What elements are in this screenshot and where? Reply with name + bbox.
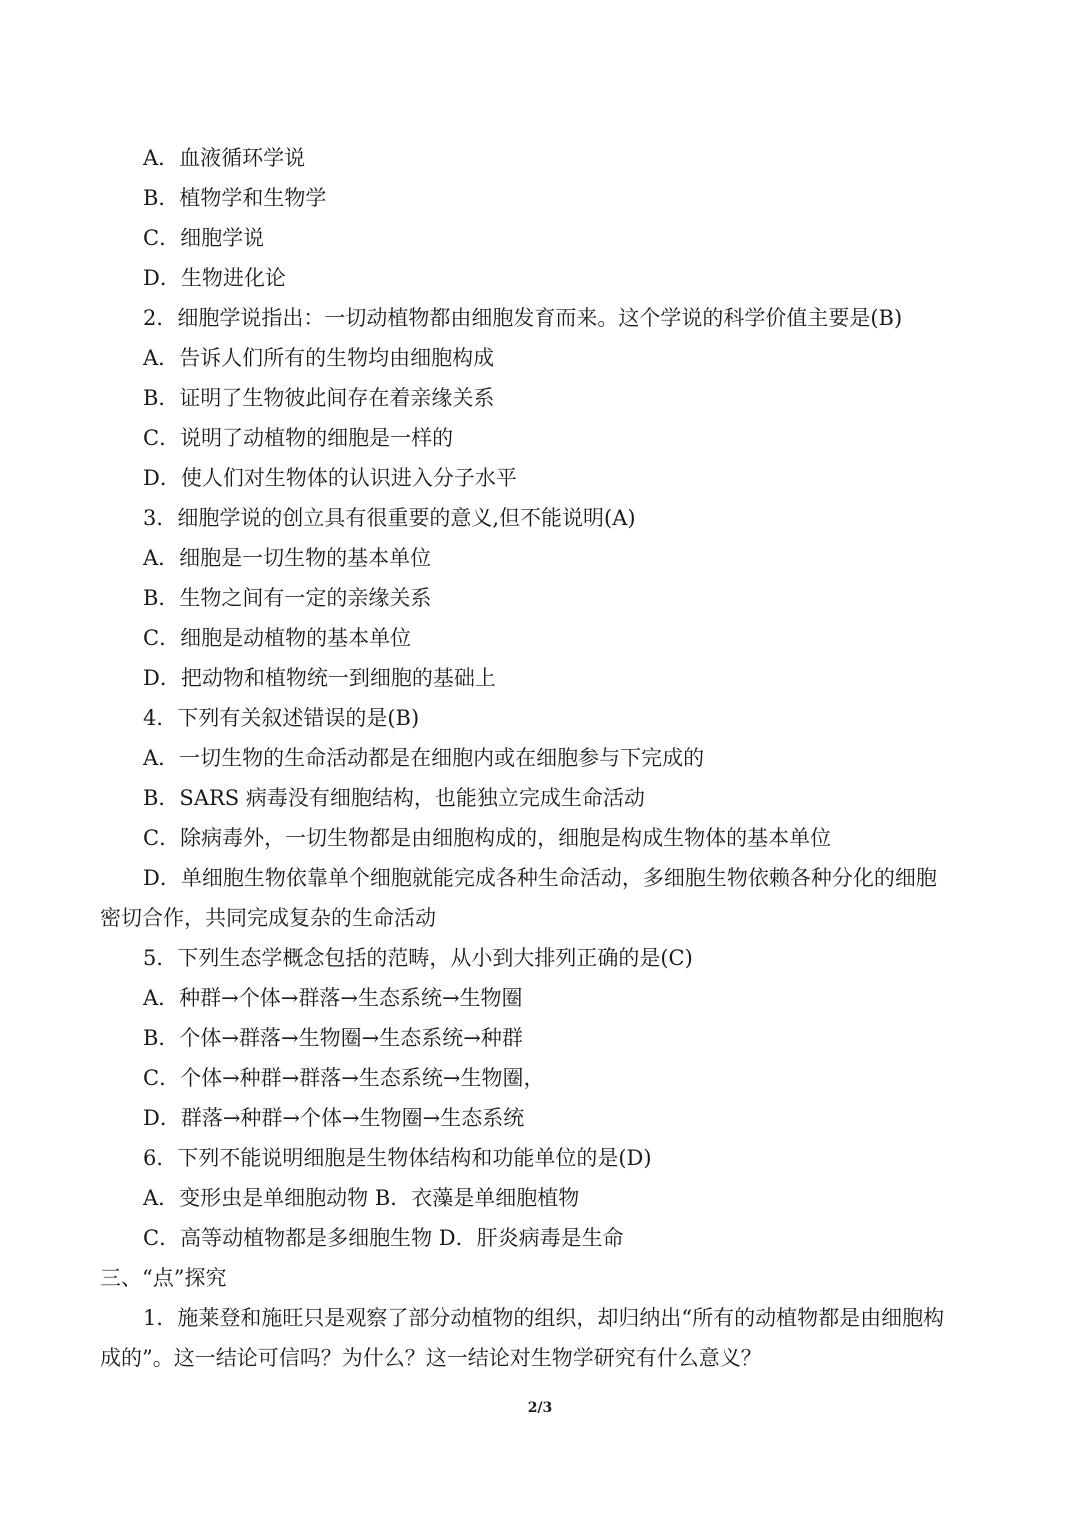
option-line-continuation: 密切合作，共同完成复杂的生命活动 (100, 906, 436, 930)
option-line: B．植物学和生物学 (143, 186, 327, 210)
question-line: 3．细胞学说的创立具有很重要的意义,但不能说明(A) (143, 506, 636, 530)
question-line: 5．下列生态学概念包括的范畴，从小到大排列正确的是(C) (143, 946, 693, 970)
option-line: D．把动物和植物统一到细胞的基础上 (143, 666, 496, 690)
option-line: A．血液循环学说 (143, 146, 306, 170)
option-line: C．高等动植物都是多细胞生物 D．肝炎病毒是生命 (143, 1226, 624, 1250)
option-line: D．单细胞生物依靠单个细胞就能完成各种生命活动，多细胞生物依赖各种分化的细胞 (143, 866, 937, 890)
question-line: 6．下列不能说明细胞是生物体结构和功能单位的是(D) (143, 1146, 652, 1170)
option-line: B．个体→群落→生物圈→生态系统→种群 (143, 1026, 523, 1050)
option-line: D．群落→种群→个体→生物圈→生态系统 (143, 1106, 525, 1130)
option-line: D．使人们对生物体的认识进入分子水平 (143, 466, 517, 490)
option-line: A．一切生物的生命活动都是在细胞内或在细胞参与下完成的 (143, 746, 705, 770)
question-line: 1．施莱登和施旺只是观察了部分动植物的组织，却归纳出“所有的动植物都是由细胞构 (143, 1306, 945, 1330)
option-line: B．SARS 病毒没有细胞结构，也能独立完成生命活动 (143, 786, 645, 810)
question-line: 2．细胞学说指出：一切动植物都由细胞发育而来。这个学说的科学价值主要是(B) (143, 306, 903, 330)
option-line: A．种群→个体→群落→生态系统→生物圈 (143, 986, 523, 1010)
question-line: 4．下列有关叙述错误的是(B) (143, 706, 420, 730)
option-line: C．细胞是动植物的基本单位 (143, 626, 412, 650)
option-line: D．生物进化论 (143, 266, 286, 290)
option-line: B．证明了生物彼此间存在着亲缘关系 (143, 386, 495, 410)
option-line: B．生物之间有一定的亲缘关系 (143, 586, 432, 610)
document-body (0, 138, 1080, 1378)
option-line: C．个体→种群→群落→生态系统→生物圈， (143, 1066, 545, 1090)
option-line: C．细胞学说 (143, 226, 265, 250)
option-line: A．细胞是一切生物的基本单位 (143, 546, 432, 570)
option-line: A．告诉人们所有的生物均由细胞构成 (143, 346, 495, 370)
section-heading: 三、“点”探究 (100, 1266, 227, 1290)
option-line: A．变形虫是单细胞动物 B．衣藻是单细胞植物 (143, 1186, 580, 1210)
page-number: 2/3 (527, 1400, 553, 1416)
option-line: C．说明了动植物的细胞是一样的 (143, 426, 454, 450)
option-line: C．除病毒外，一切生物都是由细胞构成的，细胞是构成生物体的基本单位 (143, 826, 832, 850)
question-line-continuation: 成的”。这一结论可信吗？为什么？这一结论对生物学研究有什么意义？ (100, 1346, 762, 1370)
